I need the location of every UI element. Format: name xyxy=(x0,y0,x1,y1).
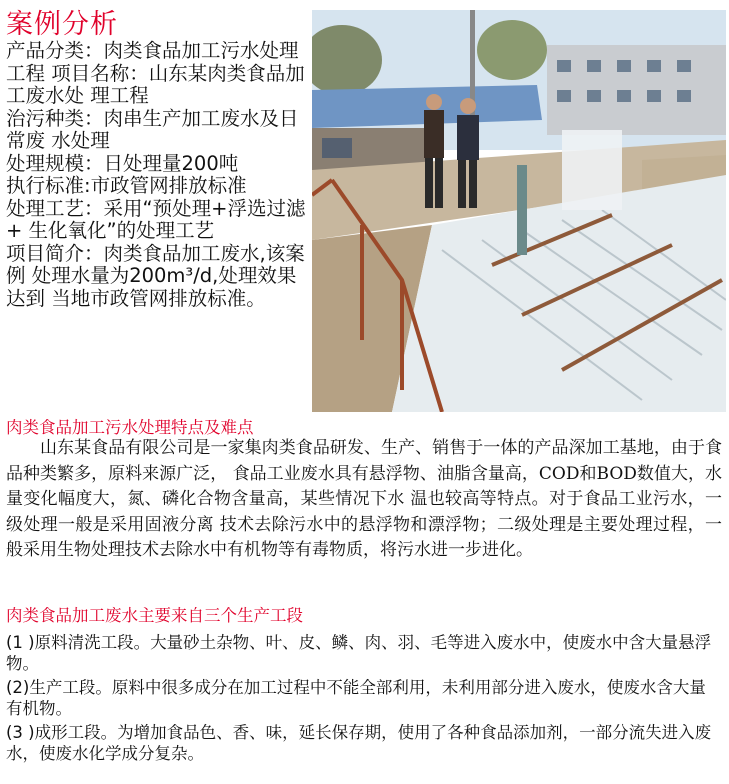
wastewater-treatment-tank-photo xyxy=(312,10,726,412)
list-item: (1 )原料清洗工段。大量砂土杂物、叶、皮、鳞、肉、羽、毛等进入废水中，使废水中含大量悬浮物。 xyxy=(6,633,712,673)
features-paragraph: 山东某食品有限公司是一家集肉类食品研发、生产、销售于一体的产品深加工基地，由于食品种类繁多，原料来源广泛， 食品工业废水具有悬浮物、油脂含量高，COD和BOD数值大，水量变化幅度大，氮、磷化合物含量高，某些情况下水 温也较高等特点。对于食品工业污水，一级处理一般是采用固液分离 技术去除污水中的悬浮物和漂浮物；二级处理是主要处理过程，一般采用生物处理技术去除水中有机物等有毒物质，将污水进一步进化。 xyxy=(6,438,722,560)
project-info xyxy=(6,40,308,310)
section-title-features: 肉类食品加工污水处理特点及难点 xyxy=(6,418,254,437)
list-item: (2)生产工段。原料中很多成分在加工过程中不能全部利用，未利用部分进入废水，使废水含大量有机物。 xyxy=(6,678,706,718)
page-title: 案例分析 xyxy=(6,9,118,40)
info-scale: 处理规模：日处理量200吨 xyxy=(6,151,239,175)
info-pollution-type: 治污种类：肉串生产加工废水及日常废 水处理 xyxy=(6,106,299,152)
section-title-sources: 肉类食品加工废水主要来自三个生产工段 xyxy=(6,606,303,625)
info-category: 产品分类：肉类食品加工污水处理工程 项目名称：山东某肉类食品加工废水处 理工程 xyxy=(6,39,305,107)
info-standard: 执行标准:市政管网排放标准 xyxy=(6,174,247,197)
section-body-features xyxy=(6,436,722,564)
sources-list xyxy=(6,633,722,768)
list-item: (3 )成形工段。为增加食品色、香、味，延长保存期，使用了各种食品添加剂，一部分流失进入废水，使废水化学成分复杂。 xyxy=(6,723,712,763)
info-summary: 项目简介：肉类食品加工废水,该案例 处理水量为200m³/d,处理效果达到 当地市政管网排放标准。 xyxy=(6,241,305,310)
info-process: 处理工艺：采用“预处理+浮选过滤+ 生化氧化”的处理工艺 xyxy=(6,196,306,242)
